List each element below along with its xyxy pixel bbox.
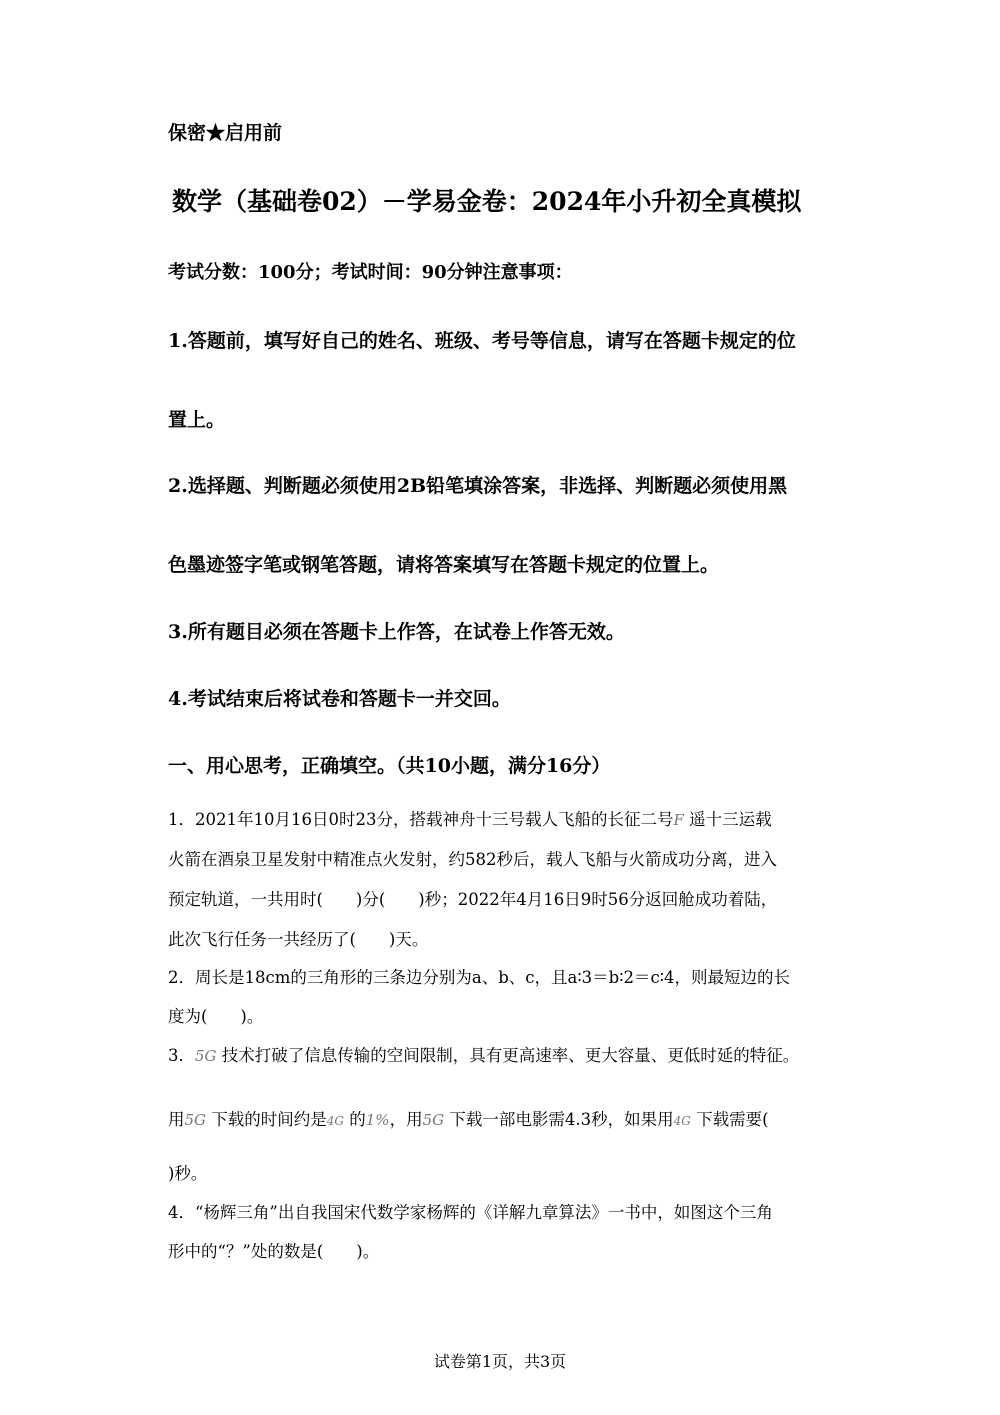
question-text: 的 (349, 1110, 366, 1129)
math-symbol: 5G (195, 1047, 217, 1065)
question-text: ，用 (389, 1110, 423, 1129)
question-text: 3． (168, 1046, 195, 1065)
notice-line: 4.考试结束后将试卷和答题卡一并交回。 (168, 688, 511, 710)
math-symbol: 5G (184, 1111, 207, 1129)
notice-line: 1.答题前，填写好自己的姓名、班级、考号等信息，请写在答题卡规定的位 (168, 330, 796, 352)
question-text: 技术打破了信息传输的空间限制，具有更高速率、更大容量、更低时延的特征。 (221, 1046, 800, 1065)
question-3-line (168, 1042, 799, 1066)
page-title: 数学（基础卷02）－学易金卷：2024年小升初全真模拟 (172, 187, 802, 216)
question-text: 下载需要( (696, 1110, 769, 1129)
notice-line: 2.选择题、判断题必须使用2B铅笔填涂答案，非选择、判断题必须使用黑 (168, 475, 788, 497)
question-2-line: 度为( )。 (168, 1007, 264, 1026)
question-text: 下载的时间约是 (211, 1110, 327, 1129)
question-text: 遥十三运载 (689, 810, 772, 829)
math-symbol: 1% (365, 1111, 390, 1129)
notice-line: 3.所有题目必须在答题卡上作答，在试卷上作答无效。 (168, 621, 625, 643)
page-footer: 试卷第1页，共3页 (433, 1352, 567, 1371)
question-1-line: 预定轨道，一共用时( )分( )秒；2022年4月16日9时56分返回舱成功着陆， (168, 890, 778, 909)
question-4-line: 形中的“？”处的数是( )。 (168, 1242, 380, 1261)
question-1-line: 此次飞行任务一共经历了( )天。 (168, 930, 429, 949)
question-4-line: 4．“杨辉三角”出自我国宋代数学家杨辉的《详解九章算法》一书中，如图这个三角 (168, 1203, 773, 1222)
math-symbol: F (673, 811, 684, 829)
question-1-line: 火箭在酒泉卫星发射中精准点火发射，约582秒后，载人飞船与火箭成功分离，进入 (168, 850, 777, 869)
notice-line: 置上。 (168, 409, 226, 431)
math-symbol: 4G (673, 1114, 691, 1128)
question-3-line: )秒。 (168, 1164, 208, 1183)
math-symbol: 4G (326, 1114, 345, 1128)
question-3-line (168, 1106, 769, 1130)
exam-info: 考试分数：100分；考试时间：90分钟注意事项： (168, 262, 573, 283)
question-text: 下载一部电影需4.3秒，如果用 (449, 1110, 674, 1129)
math-symbol: 5G (422, 1111, 445, 1129)
question-text: 1．2021年10月16日0时23分，搭载神舟十三号载人飞船的长征二号 (168, 810, 674, 829)
notice-line: 色墨迹签字笔或钢笔答题，请将答案填写在答题卡规定的位置上。 (168, 554, 720, 576)
confidential-label: 保密★启用前 (168, 122, 283, 144)
question-text: 用 (168, 1110, 185, 1129)
section-heading: 一、用心思考，正确填空。（共10小题，满分16分） (168, 755, 611, 777)
question-1-line (168, 806, 772, 830)
question-2-line: 2．周长是18cm的三角形的三条边分别为a、b、c，且a∶3＝b∶2＝c∶4，则最短边的长 (168, 968, 791, 987)
